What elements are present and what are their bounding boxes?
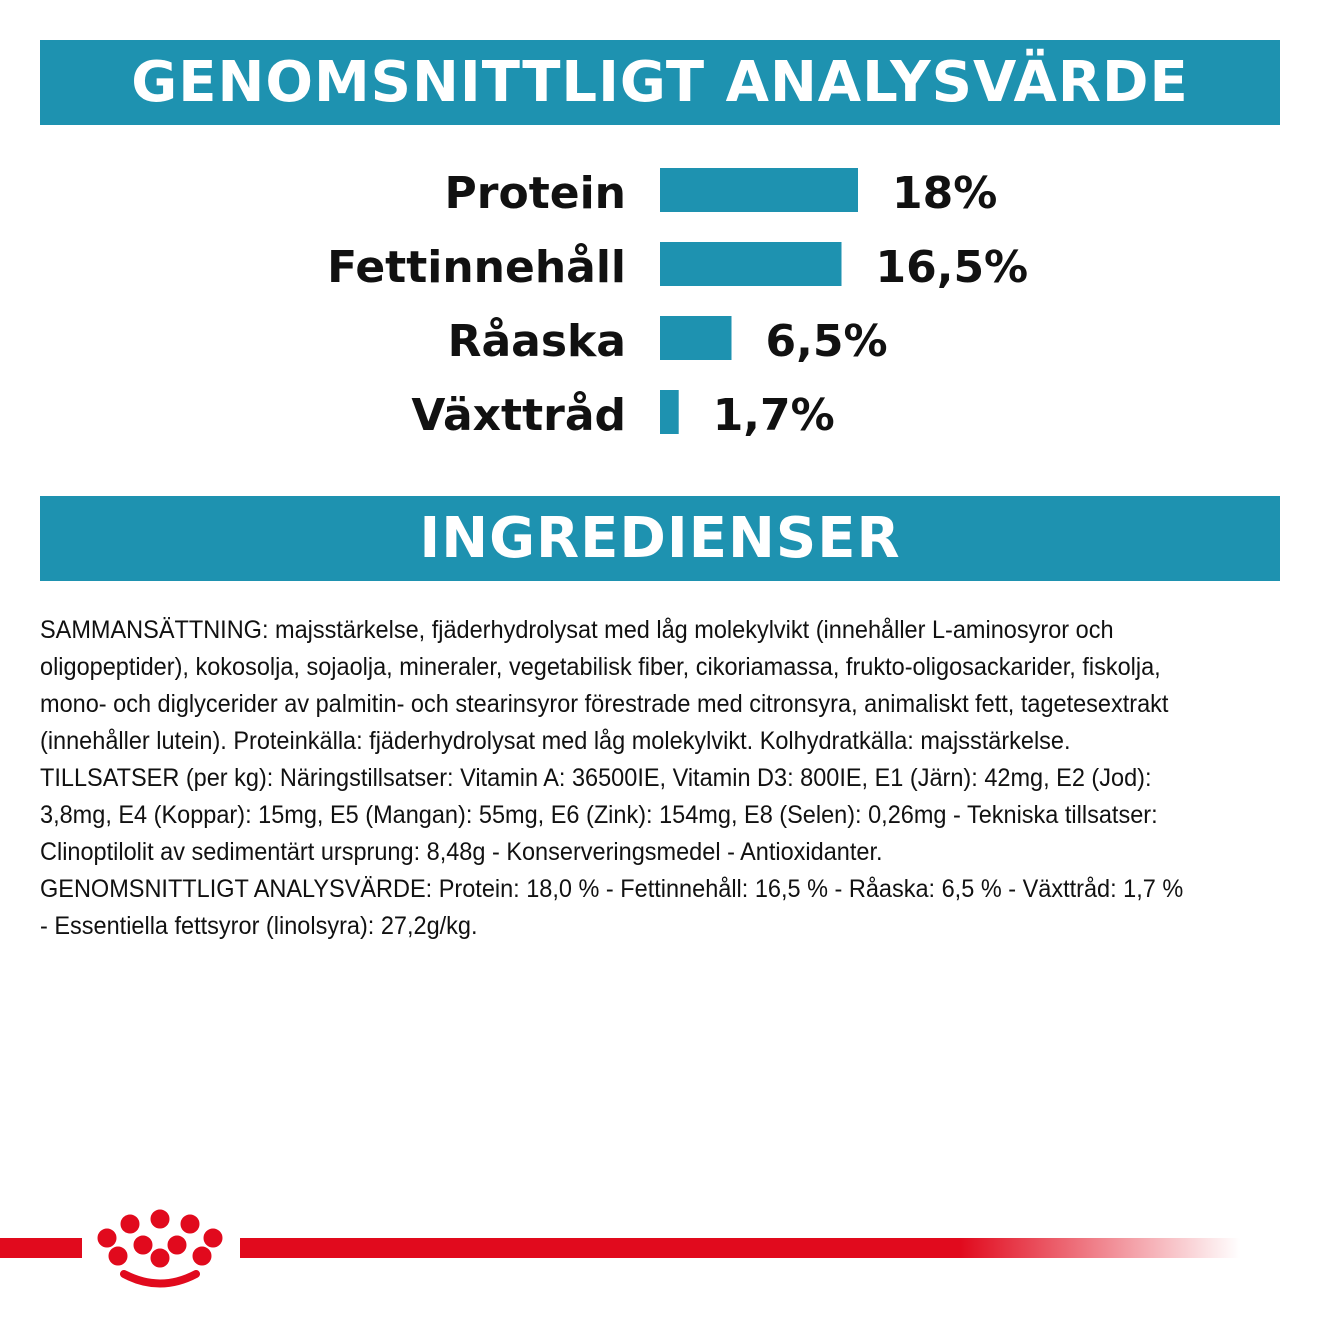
additives-text: TILLSATSER (per kg): Näringstillsatser: Vitamin A: 36500IE, Vitamin D3: 800IE, E1 (Järn): 42mg, E2 (Jod): 3,8mg, E4 (Koppar): 15mg, E5 (Mangan): 55mg, E6 (Zink): 154mg, E8 (Selen): 0,26mg - Tekniska tillsatser: Clinoptilolit av sedimentärt ursprung: 8,48g - Konserveringsmedel - Antioxidanter.: [40, 764, 1158, 866]
value-label-protein: 18%: [892, 168, 998, 219]
bar-v-xttr-d: [660, 390, 679, 434]
bar-r-aska: [660, 316, 732, 360]
bar-fettinneh-ll: [660, 242, 842, 286]
nutrition-bar-chart: [0, 140, 1320, 460]
brand-footer: [0, 1200, 1320, 1300]
bar-protein: [660, 168, 858, 212]
footer-line-left: [0, 1238, 82, 1258]
analysis-header: GENOMSNITTLIGT ANALYSVÄRDE: [40, 40, 1280, 125]
value-label-fettinneh-ll: 16,5%: [875, 242, 1029, 293]
category-label-protein: Protein: [444, 168, 626, 219]
footer-line-right: [240, 1238, 1240, 1258]
crown-icon: [98, 1210, 222, 1284]
ingredients-header: INGREDIENSER: [40, 496, 1280, 581]
value-label-r-aska: 6,5%: [765, 316, 888, 367]
composition-text: SAMMANSÄTTNING: majsstärkelse, fjäderhydrolysat med låg molekylvikt (innehåller L-aminosyror och oligopeptider), kokosolja, sojaolja, mineraler, vegetabilisk fiber, cikoriamassa, frukto-oligosackarider, fiskolja, mono- och diglycerider av palmitin- och stearinsyror förestrade med citronsyra, animaliskt fett, tagetesextrakt (innehåller lutein). Proteinkälla: fjäderhydrolysat med låg molekylvikt. Kolhydratkälla: majsstärkelse.: [40, 616, 1169, 755]
category-label-fettinneh-ll: Fettinnehåll: [327, 242, 626, 293]
category-label-v-xttr-d: Växttråd: [411, 390, 626, 441]
ingredients-text: [40, 612, 1196, 945]
analysis-text: GENOMSNITTLIGT ANALYSVÄRDE: Protein: 18,0 % - Fettinnehåll: 16,5 % - Råaska: 6,5 % - Växttråd: 1,7 % - Essentiella fettsyror (linolsyra): 27,2g/kg.: [40, 875, 1184, 940]
category-label-r-aska: Råaska: [447, 316, 626, 367]
value-label-v-xttr-d: 1,7%: [712, 390, 835, 441]
